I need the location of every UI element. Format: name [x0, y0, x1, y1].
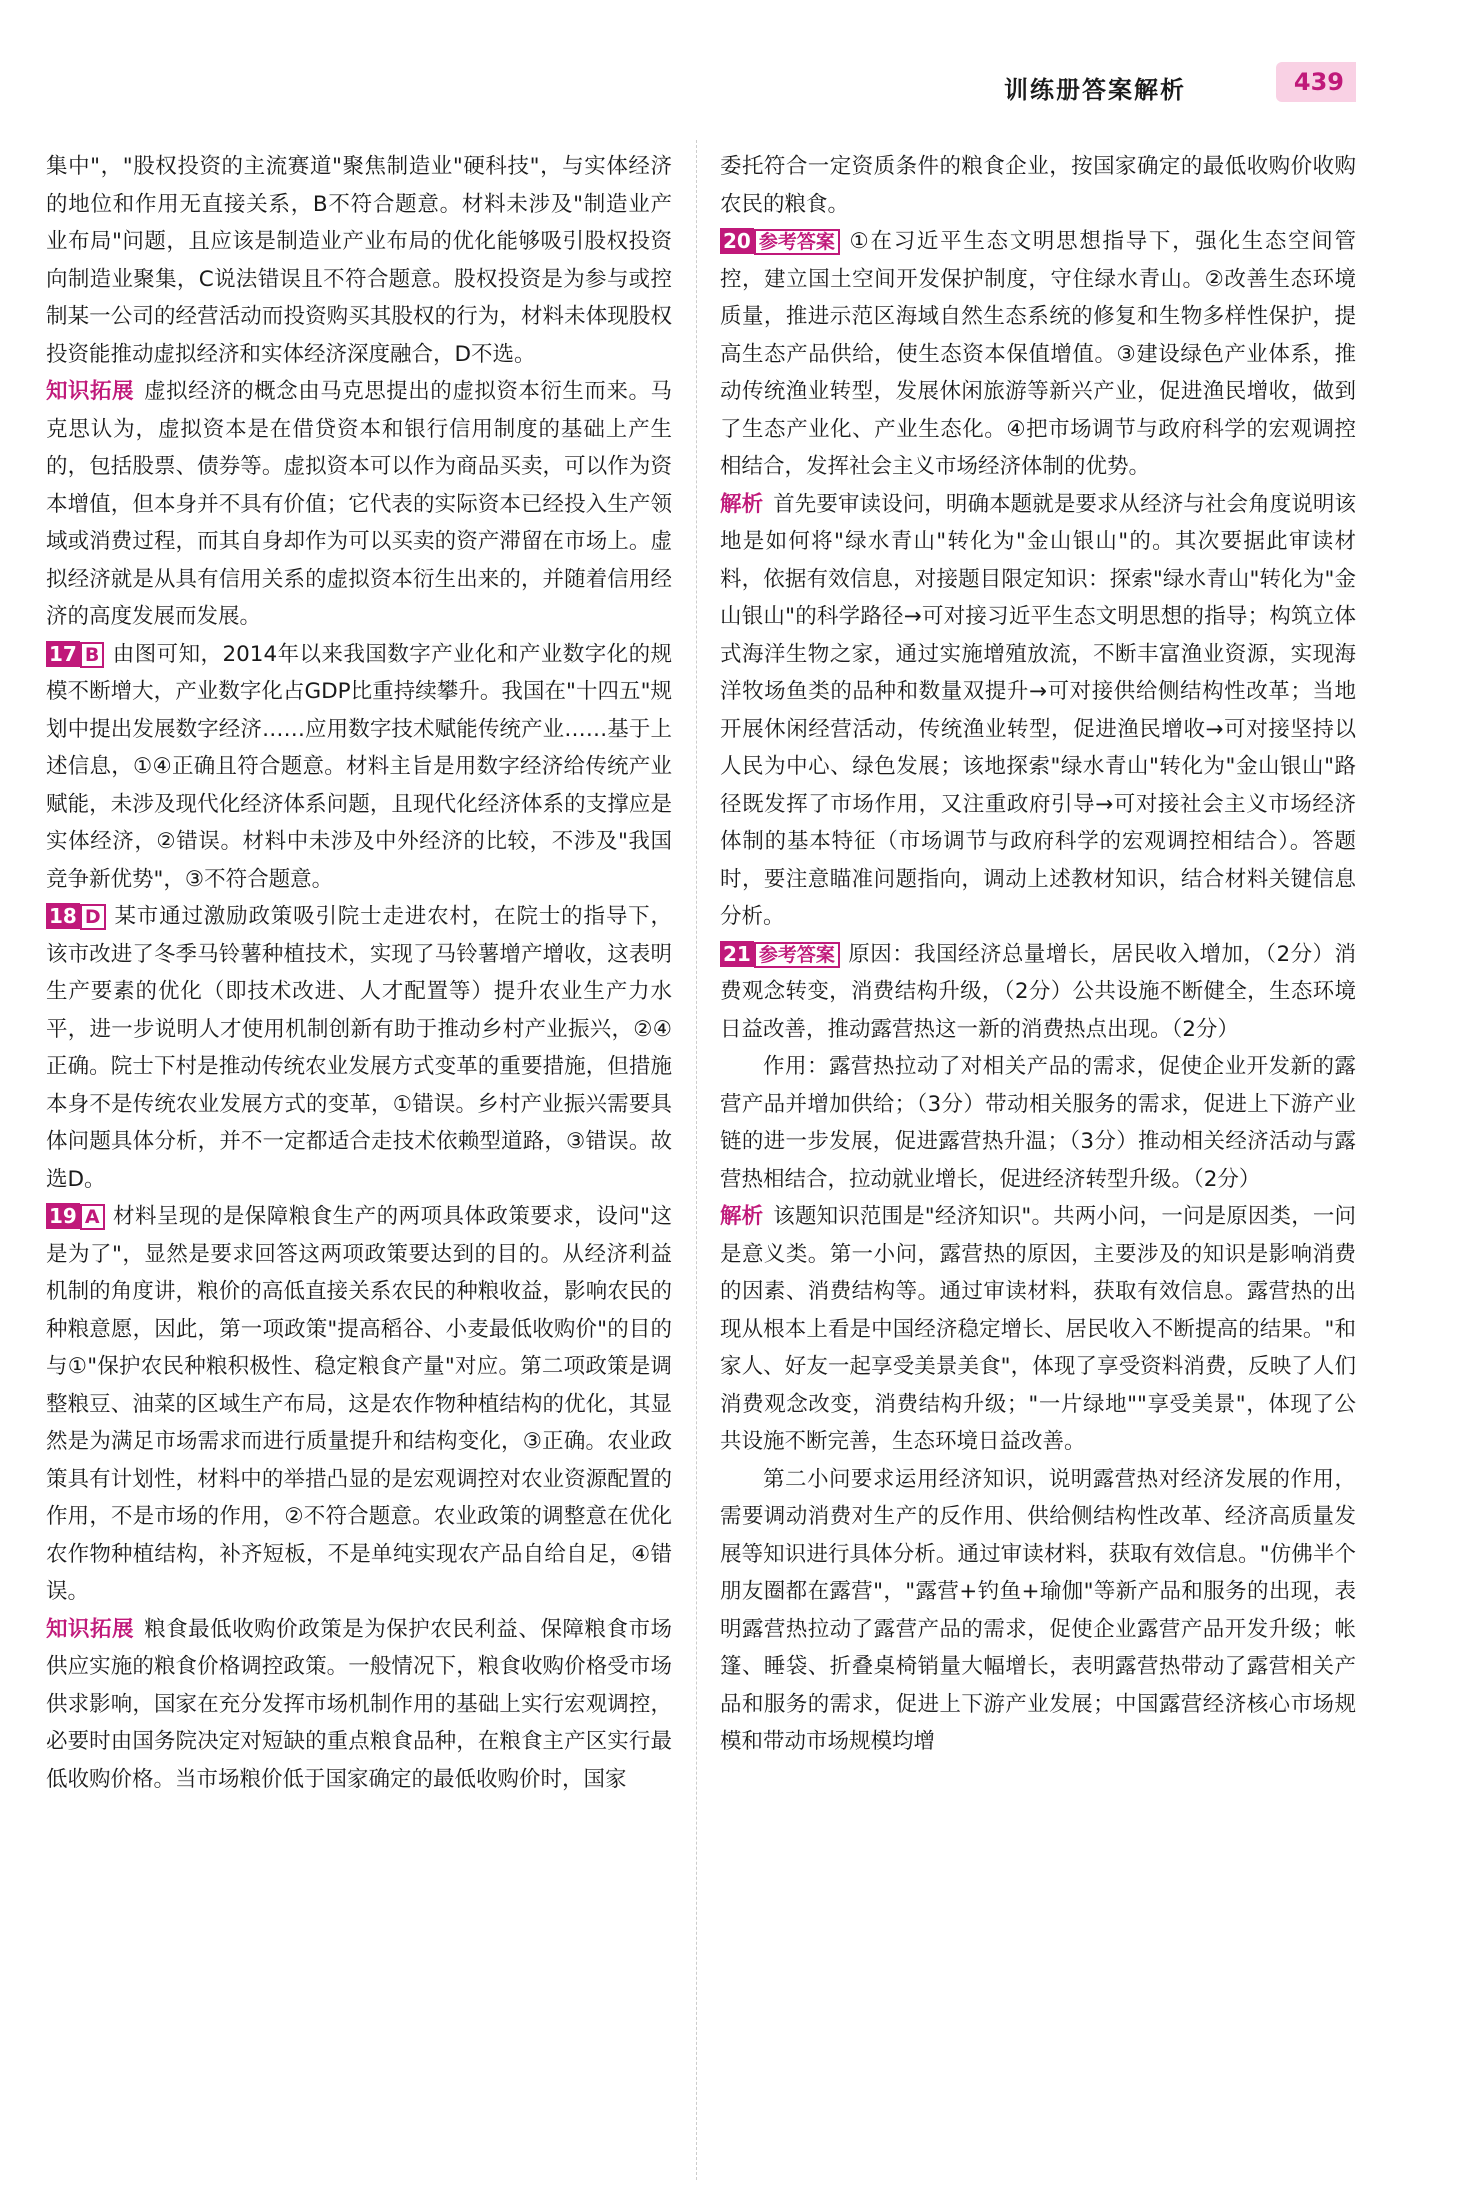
left-column [46, 148, 672, 1798]
answer-paragraph: 作用：露营热拉动了对相关产品的需求，促使企业开发新的露营产品并增加供给；（3分）带动相关服务的需求，促进上下游产业链的进一步发展，促进露营热升温；（3分）推动相关经济活动与露营热相结合，拉动就业增长，促进经济转型升级。（2分） [720, 1054, 1356, 1192]
question-number: 17 [46, 641, 80, 667]
analysis-text: 首先要审读设问，明确本题就是要求从经济与社会角度说明该地是如何将"绿水青山"转化为"金山银山"的。其次要据此审读材料，依据有效信息，对接题目限定知识：探索"绿水青山"转化为"金山银山"的科学路径→可对接习近平生态文明思想的指导；构筑立体式海洋生物之家，通过实施增殖放流，不断丰富渔业资源，实现海洋牧场鱼类的品种和数量双提升→可对接供给侧结构性改革；当地开展休闲经营活动，传统渔业转型，促进渔民增收→可对接坚持以人民为中心、绿色发展；该地探索"绿水青山"转化为"金山银山"路径既发挥了市场作用，又注重政府引导→可对接社会主义市场经济体制的基本特征（市场调节与政府科学的宏观调控相结合）。答题时，要注意瞄准问题指向，调动上述教材知识，结合材料关键信息分析。 [720, 491, 1356, 929]
column-divider [696, 140, 697, 2180]
analysis-paragraph: 第二小问要求运用经济知识，说明露营热对经济发展的作用，需要调动消费对生产的反作用、供给侧结构性改革、经济高质量发展等知识进行具体分析。通过审读材料，获取有效信息。"仿佛半个朋友圈都在露营"，"露营+钓鱼+瑜伽"等新产品和服务的出现，表明露营热拉动了露营产品的需求，促使企业露营产品开发升级；帐篷、睡袋、折叠桌椅销量大幅增长，表明露营热带动了露营相关产品和服务的需求，促进上下游产业发展；中国露营经济核心市场规模和带动市场规模均增 [720, 1466, 1356, 1754]
answer-letter: A [80, 1204, 105, 1230]
reference-answer-label: 参考答案 [754, 942, 840, 968]
analysis-20 [720, 486, 1356, 936]
question-text: 由图可知，2014年以来我国数字产业化和产业数字化的规模不断增大，产业数字化占GDP比重持续攀升。我国在"十四五"规划中提出发展数字经济……应用数字技术赋能传统产业……基于上述信息，①④正确且符合题意。材料主旨是用数字经济给传统产业赋能，未涉及现代化经济体系问题，且现代化经济体系的支撑应是实体经济，②错误。材料中未涉及中外经济的比较，不涉及"我国竞争新优势"，③不符合题意。 [46, 641, 672, 892]
extension-text: 粮食最低收购价政策是为保护农民利益、保障粮食市场供应实施的粮食价格调控政策。一般情况下，粮食收购价格受市场供求影响，国家在充分发挥市场机制作用的基础上实行宏观调控，必要时由国务院决定对短缺的重点粮食品种，在粮食主产区实行最低收购价格。当市场粮价低于国家确定的最低收购价时，国家 [46, 1616, 672, 1792]
analysis-label: 解析 [720, 491, 764, 517]
extension-label: 知识拓展 [46, 1616, 135, 1642]
analysis-text: 该题知识范围是"经济知识"。共两小问，一问是原因类，一问是意义类。第一小问，露营热的原因，主要涉及的知识是影响消费的因素、消费结构等。通过审读材料，获取有效信息。露营热的出现从根本上看是中国经济稳定增长、居民收入不断提高的结果。"和家人、好友一起享受美景美食"，体现了享受资料消费，反映了人们消费观念改变，消费结构升级；"一片绿地""享受美景"，体现了公共设施不断完善，生态环境日益改善。 [720, 1204, 1356, 1454]
extension-text: 虚拟经济的概念由马克思提出的虚拟资本衍生而来。马克思认为，虚拟资本是在借贷资本和银行信用制度的基础上产生的，包括股票、债券等。虚拟资本可以作为商品买卖，可以作为资本增值，但本身并不具有价值；它代表的实际资本已经投入生产领域或消费过程，而其自身却作为可以买卖的资产滞留在市场上。虚拟经济就是从具有信用关系的虚拟资本衍生出来的，并随着信用经济的高度发展而发展。 [46, 379, 672, 629]
paragraph: 委托符合一定资质条件的粮食企业，按国家确定的最低收购价收购农民的粮食。 [720, 154, 1356, 217]
question-21 [720, 936, 1356, 1049]
question-text: 某市通过激励政策吸引院士走进农村，在院士的指导下，该市改进了冬季马铃薯种植技术，实现了马铃薯增产增收，这表明生产要素的优化（即技术改进、人才配置等）提升农业生产力水平，进一步说明人才使用机制创新有助于推动乡村产业振兴，②④正确。院士下村是推动传统农业发展方式变革的重要措施，但措施本身不是传统农业发展方式的变革，①错误。乡村产业振兴需要具体问题具体分析，并不一定都适合走技术依赖型道路，③错误。故选D。 [46, 904, 672, 1192]
question-17 [46, 636, 672, 899]
analysis-label: 解析 [720, 1204, 764, 1229]
answer-letter: D [80, 904, 106, 930]
question-20 [720, 223, 1356, 486]
knowledge-extension [46, 373, 672, 636]
question-18 [46, 898, 672, 1198]
question-text: 材料呈现的是保障粮食生产的两项具体政策要求，设问"这是为了"，显然是要求回答这两项政策要达到的目的。从经济利益机制的角度讲，粮价的高低直接关系农民的种粮收益，影响农民的种粮意愿，因此，第一项政策"提高稻谷、小麦最低收购价"的目的与①"保护农民种粮积极性、稳定粮食产量"对应。第二项政策是调整粮豆、油菜的区域生产布局，这是农作物种植结构的优化，其显然是为满足市场需求而进行质量提升和结构变化，③正确。农业政策具有计划性，材料中的举措凸显的是宏观调控对农业资源配置的作用，不是市场的作用，②不符合题意。农业政策的调整意在优化农作物种植结构，补齐短板，不是单纯实现农产品自给自足，④错误。 [46, 1204, 672, 1604]
extension-label: 知识拓展 [46, 379, 135, 404]
page-number: 439 [1276, 62, 1356, 102]
answer-letter: B [80, 642, 104, 668]
question-number: 18 [46, 903, 80, 929]
question-19 [46, 1198, 672, 1611]
question-number: 19 [46, 1203, 80, 1229]
answer-text: ①在习近平生态文明思想指导下，强化生态空间管控，建立国土空间开发保护制度，守住绿水青山。②改善生态环境质量，推进示范区海域自然生态系统的修复和生物多样性保护，提高生态产品供给，使生态资本保值增值。③建设绿色产业体系，推动传统渔业转型，发展休闲旅游等新兴产业，促进渔民增收，做到了生态产业化、产业生态化。④把市场调节与政府科学的宏观调控相结合，发挥社会主义市场经济体制的优势。 [720, 229, 1356, 479]
reference-answer-label: 参考答案 [754, 229, 840, 255]
header-title: 训练册答案解析 [1004, 76, 1186, 104]
answer-text: 原因：我国经济总量增长，居民收入增加，（2分）消费观念转变，消费结构升级，（2分）公共设施不断健全，生态环境日益改善，推动露营热这一新的消费热点出现。（2分） [720, 941, 1356, 1042]
right-column [720, 148, 1356, 1761]
question-number: 20 [720, 228, 754, 254]
knowledge-extension [46, 1611, 672, 1799]
question-number: 21 [720, 941, 754, 967]
analysis-21 [720, 1198, 1356, 1461]
paragraph: 集中"，"股权投资的主流赛道"聚焦制造业"硬科技"，与实体经济的地位和作用无直接关系，B不符合题意。材料未涉及"制造业产业布局"问题，且应该是制造业产业布局的优化能够吸引股权投资向制造业聚集，C说法错误且不符合题意。股权投资是为参与或控制某一公司的经营活动而投资购买其股权的行为，材料未体现股权投资能推动虚拟经济和实体经济深度融合，D不选。 [46, 154, 672, 367]
